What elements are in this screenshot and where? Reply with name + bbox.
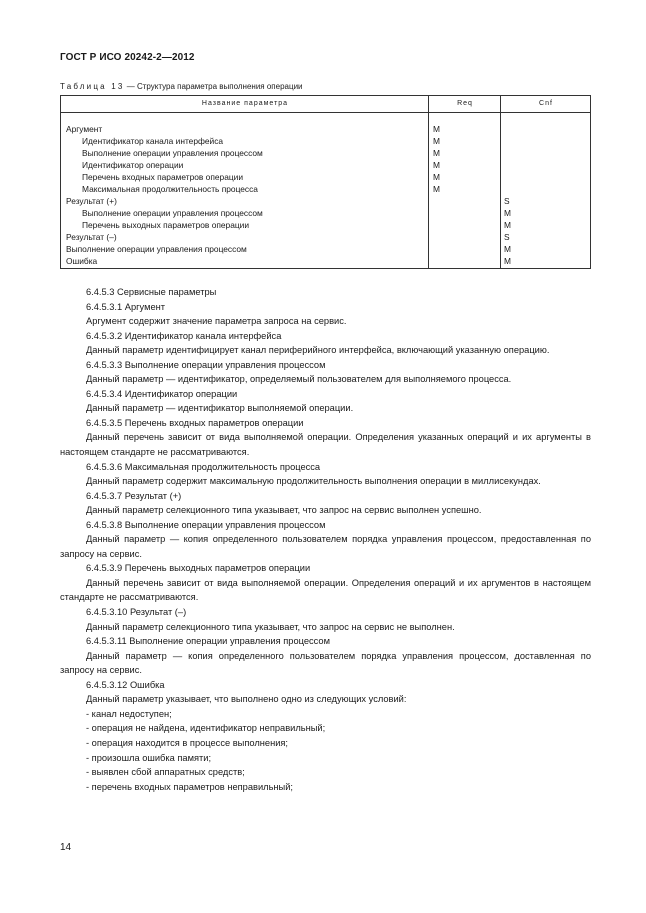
paragraph: Данный параметр — идентификатор, определяемый пользователем для выполняемого процесса.: [86, 374, 512, 385]
section-heading: 6.4.5.3.7 Результат (+): [86, 490, 182, 501]
paragraph: Данный параметр селекционного типа указывает, что запрос на сервис выполнен успешно.: [86, 505, 482, 516]
paragraph: Данный параметр — копия определенного пользователем порядка управления процессом, доставленная по запросу на сервис.: [60, 650, 591, 676]
column-header-cnf: Cnf: [539, 100, 553, 107]
parameter-name: Аргумент: [66, 124, 103, 134]
table-row: [61, 183, 590, 195]
req-value: M: [433, 160, 440, 170]
req-value: M: [433, 148, 440, 158]
section-heading: 6.4.5.3.9 Перечень выходных параметров операции: [86, 563, 311, 574]
table-row: [61, 147, 590, 159]
parameter-name: Выполнение операции управления процессом: [66, 244, 247, 254]
parameter-name: Ошибка: [66, 256, 98, 266]
table-row: [61, 171, 590, 183]
parameter-name: Перечень выходных параметров операции: [82, 220, 250, 230]
table-header: [61, 96, 590, 113]
paragraph: Данный параметр идентифицирует канал периферийного интерфейса, включающий указанную операцию.: [86, 345, 550, 356]
table-row: [61, 123, 590, 135]
section-heading: 6.4.5.3.12 Ошибка: [86, 679, 165, 690]
parameter-name: Выполнение операции управления процессом: [82, 148, 263, 158]
section-heading: 6.4.5.3.6 Максимальная продолжительность процесса: [86, 461, 321, 472]
section-heading: 6.4.5.3.5 Перечень входных параметров операции: [86, 417, 304, 428]
table-row: [61, 195, 590, 207]
section-heading: 6.4.5.3 Сервисные параметры: [86, 287, 217, 297]
cnf-value: M: [504, 220, 511, 230]
section-heading: 6.4.5.3.2 Идентификатор канала интерфейса: [86, 330, 282, 341]
paragraph: Данный параметр — идентификатор выполняемой операции.: [86, 403, 354, 414]
section-heading: 6.4.5.3.8 Выполнение операции управления процессом: [86, 519, 326, 530]
req-value: M: [433, 124, 440, 134]
paragraph: - канал недоступен;: [86, 708, 172, 719]
body-text: [60, 285, 591, 794]
paragraph: Данный перечень зависит от вида выполняемой операции. Определения указанных операций и их аргументы в настоящем стандарте не рассматриваются.: [60, 432, 591, 458]
table-caption-title: — Структура параметра выполнения операции: [124, 82, 303, 91]
table-caption: [60, 82, 303, 91]
table-row: [61, 159, 590, 171]
table-row: [61, 255, 590, 267]
cnf-value: M: [504, 256, 511, 266]
parameter-name: Выполнение операции управления процессом: [82, 208, 263, 218]
paragraph: Данный параметр — копия определенного пользователем порядка управления процессом, предоставленная по запросу на сервис.: [60, 534, 591, 559]
section-heading: 6.4.5.3.1 Аргумент: [86, 301, 166, 312]
page-number: 14: [60, 842, 72, 853]
paragraph: Данный параметр селекционного типа указывает, что запрос на сервис не выполнен.: [86, 621, 455, 632]
paragraph: - операция не найдена, идентификатор неправильный;: [86, 723, 326, 734]
paragraph: Данный перечень зависит от вида выполняемой операции. Определения операций и их аргументов в настоящем стандарте не рассматриваются.: [60, 577, 591, 603]
paragraph: Аргумент содержит значение параметра запроса на сервис.: [86, 316, 347, 327]
document-header: ГОСТ Р ИСО 20242-2—2012: [60, 52, 195, 63]
table-row: [61, 219, 590, 231]
paragraph: - произошла ошибка памяти;: [86, 752, 212, 763]
req-value: M: [433, 184, 440, 194]
parameter-name: Результат (+): [66, 196, 117, 206]
cnf-value: S: [504, 196, 510, 206]
cnf-value: M: [504, 208, 511, 218]
cnf-value: M: [504, 244, 511, 254]
table-row: [61, 135, 590, 147]
table-row: [61, 231, 590, 243]
parameter-name: Идентификатор операции: [82, 160, 184, 170]
req-value: M: [433, 172, 440, 182]
table-row: [61, 207, 590, 219]
parameter-table: [60, 95, 591, 269]
table-caption-label: Таблица 13: [60, 82, 125, 91]
table-row: [61, 243, 590, 255]
paragraph: - перечень входных параметров неправильный;: [86, 781, 294, 792]
column-header-req: Req: [457, 100, 473, 107]
section-heading: 6.4.5.3.11 Выполнение операции управления процессом: [86, 636, 330, 647]
parameter-name: Максимальная продолжительность процесса: [82, 184, 258, 194]
parameter-name: Результат (–): [66, 232, 117, 242]
req-value: M: [433, 136, 440, 146]
paragraph: - операция находится в процессе выполнения;: [86, 737, 289, 748]
paragraph: Данный параметр указывает, что выполнено одно из следующих условий:: [86, 694, 407, 705]
section-heading: 6.4.5.3.10 Результат (–): [86, 607, 187, 618]
column-header-name: Название параметра: [201, 100, 289, 107]
paragraph: - выявлен сбой аппаратных средств;: [86, 767, 245, 778]
cnf-value: S: [504, 232, 510, 242]
section-heading: 6.4.5.3.4 Идентификатор операции: [86, 388, 238, 399]
parameter-name: Идентификатор канала интерфейса: [82, 136, 224, 146]
section-heading: 6.4.5.3.3 Выполнение операции управления процессом: [86, 359, 326, 370]
paragraph: Данный параметр содержит максимальную продолжительность выполнения операции в миллисекундах.: [86, 476, 541, 487]
parameter-name: Перечень входных параметров операции: [82, 172, 244, 182]
